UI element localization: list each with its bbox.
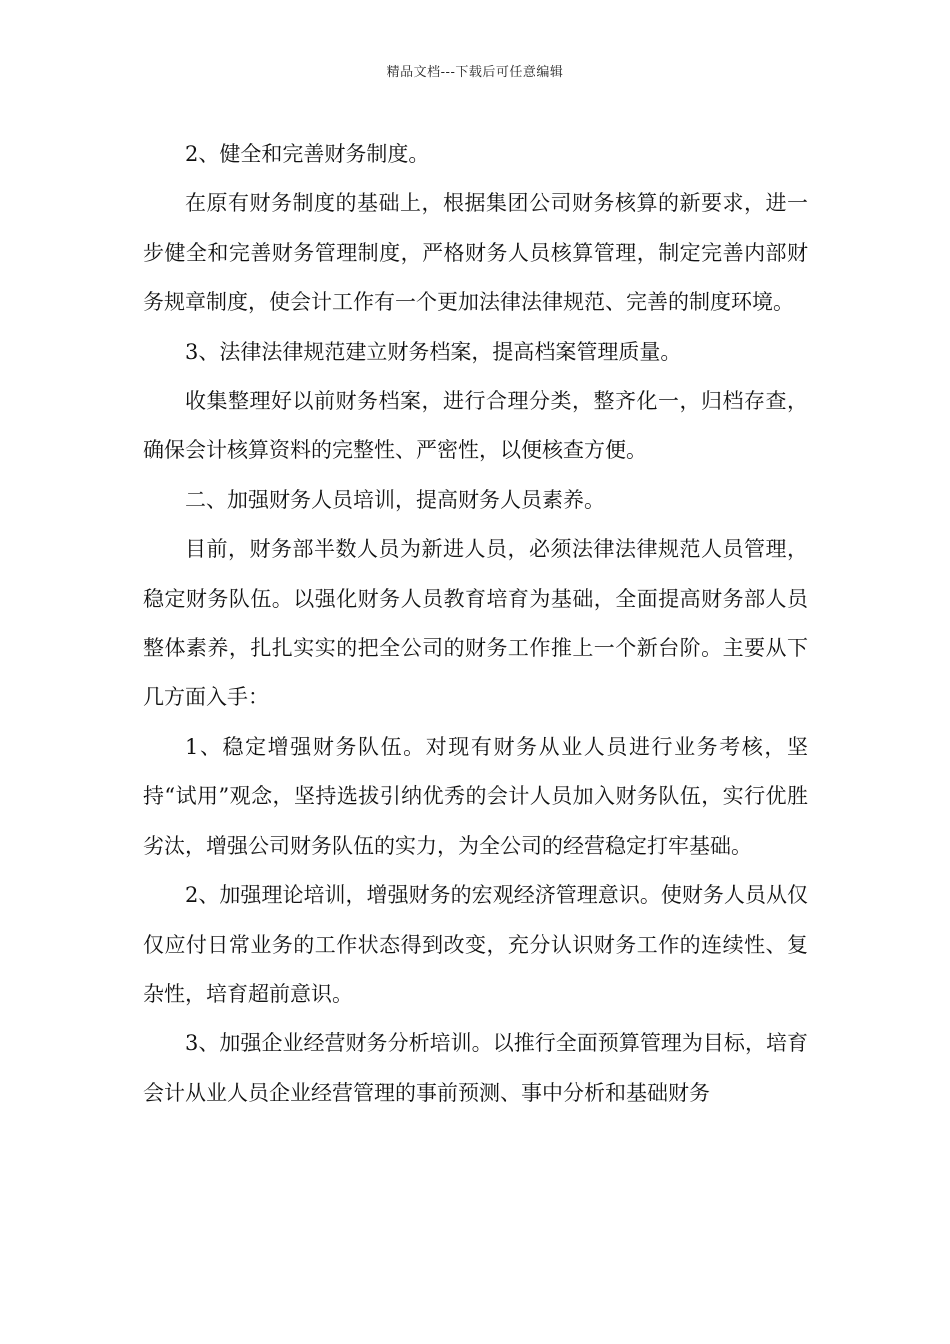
page-header: 精品文档---下载后可任意编辑 bbox=[386, 65, 564, 80]
document-body bbox=[143, 130, 808, 1118]
paragraph-6: 目前，财务部半数人员为新进人员，必须法律法律规范人员管理，稳定财务队伍。以强化财务人员教育培育为基础，全面提高财务部人员整体素养，扎扎实实的把全公司的财务工作推上一个新台阶。主要从下几方面入手： bbox=[143, 537, 808, 710]
paragraph-8: 2、加强理论培训，增强财务的宏观经济管理意识。使财务人员从仅仅应付日常业务的工作状态得到改变，充分认识财务工作的连续性、复杂性，培育超前意识。 bbox=[143, 883, 808, 1006]
paragraph-4: 收集整理好以前财务档案，进行合理分类，整齐化一，归档存查，确保会计核算资料的完整性、严密性，以便核查方便。 bbox=[143, 389, 808, 463]
paragraph-2: 在原有财务制度的基础上，根据集团公司财务核算的新要求，进一步健全和完善财务管理制度，严格财务人员核算管理，制定完善内部财务规章制度，使会计工作有一个更加法律法律规范、完善的制度环境。 bbox=[143, 191, 808, 315]
paragraph-3: 3、法律法律规范建立财务档案，提高档案管理质量。 bbox=[185, 339, 682, 364]
paragraph-1: 2、健全和完善财务制度。 bbox=[185, 142, 430, 166]
paragraph-9: 3、加强企业经营财务分析培训。以推行全面预算管理为目标，培育会计从业人员企业经营管理的事前预测、事中分析和基础财务 bbox=[143, 1031, 808, 1105]
paragraph-7: 1、稳定增强财务队伍。对现有财务从业人员进行业务考核，坚持“试用”观念，坚持选拔引纳优秀的会计人员加入财务队伍，实行优胜劣汰，增强公司财务队伍的实力，为全公司的经营稳定打牢基础。 bbox=[143, 734, 808, 858]
paragraph-5: 二、加强财务人员培训，提高财务人员素养。 bbox=[185, 487, 605, 512]
